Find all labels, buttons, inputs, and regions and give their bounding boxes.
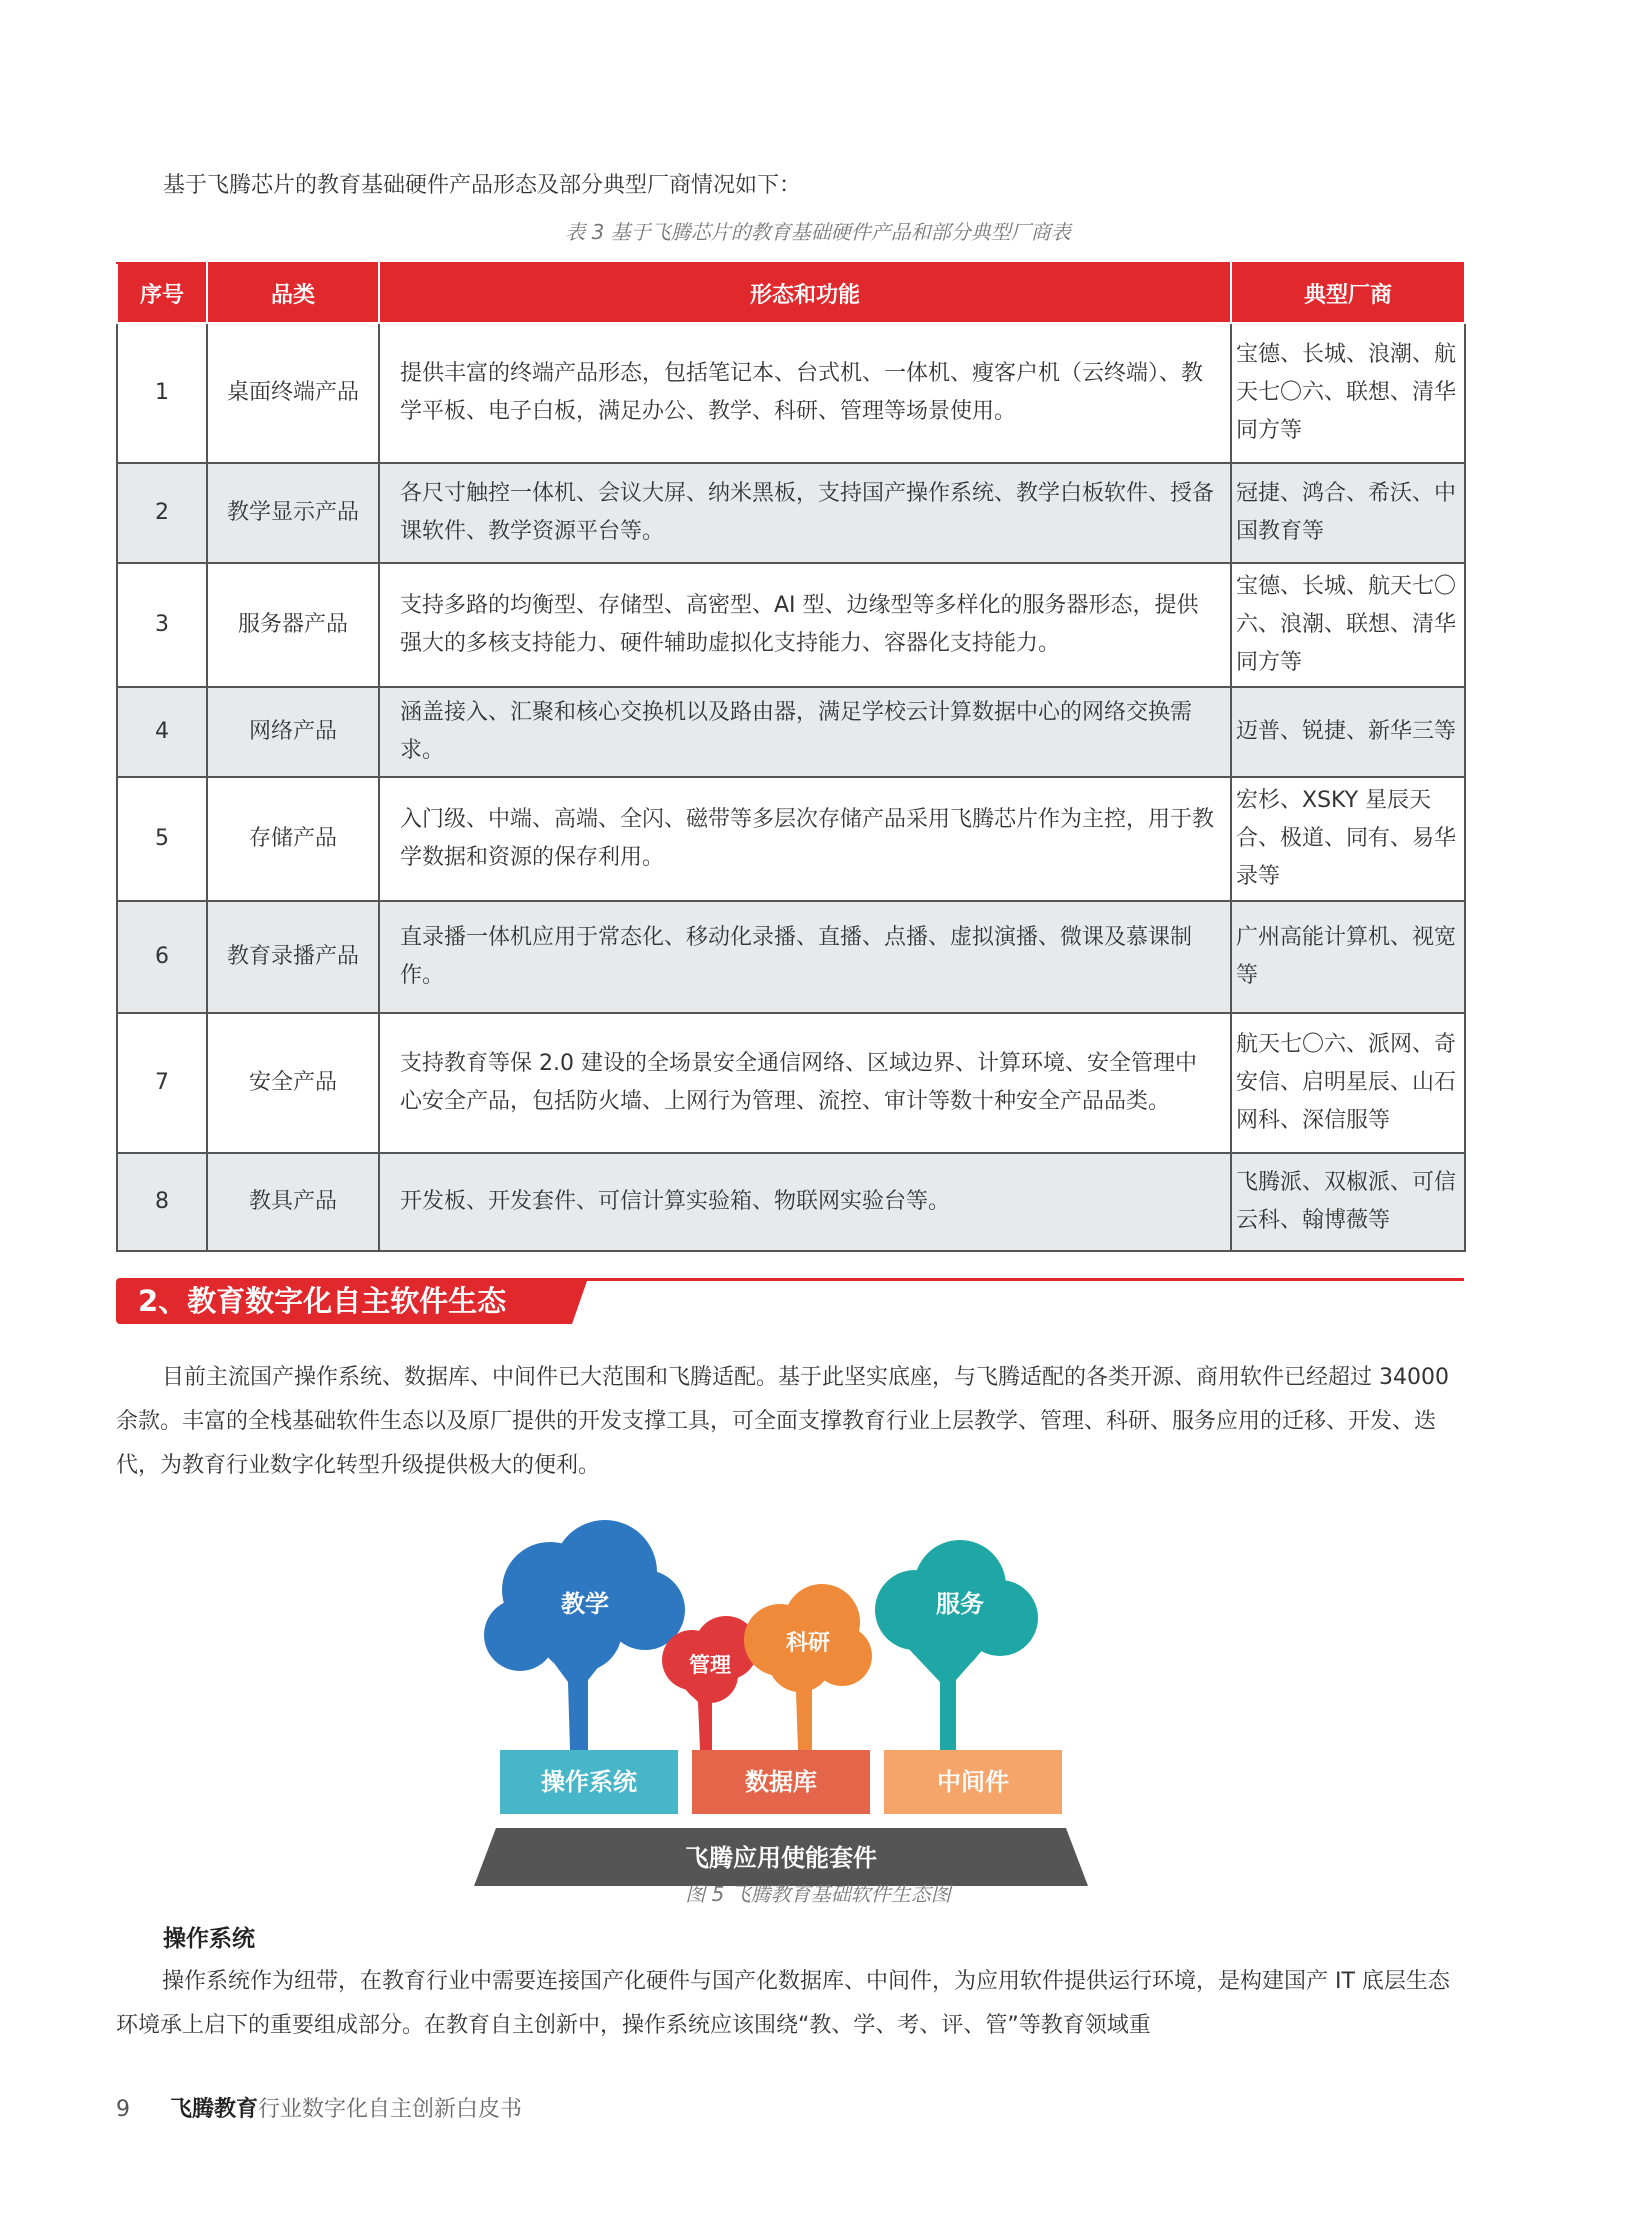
table-caption: 表 3 基于飞腾芯片的教育基础硬件产品和部分典型厂商表 [565,220,1071,244]
row-vendors: 宝德、长城、浪潮、航天七〇六、联想、清华同方等 [1231,323,1465,463]
intro-text: 基于飞腾芯片的教育基础硬件产品形态及部分典型厂商情况如下： [163,173,802,198]
section-paragraph [116,1356,1464,1488]
row-function: 直录播一体机应用于常态化、移动化录播、直播、点播、虚拟演播、微课及慕课制作。 [379,901,1231,1013]
tree-service [875,1540,1038,1750]
row-category: 存储产品 [207,777,379,901]
row-category: 安全产品 [207,1013,379,1153]
block-label-middleware: 中间件 [937,1768,1009,1796]
table-row [117,463,1465,563]
table-row [117,687,1465,777]
tree-label-teaching: 教学 [561,1590,609,1618]
row-vendors: 广州高能计算机、视宽等 [1231,901,1465,1013]
row-function: 涵盖接入、汇聚和核心交换机以及路由器，满足学校云计算数据中心的网络交换需求。 [379,687,1231,777]
header-function: 形态和功能 [379,263,1231,323]
table-row [117,1013,1465,1153]
ecosystem-figure [470,1490,1110,1900]
row-category: 网络产品 [207,687,379,777]
table-row [117,563,1465,687]
table-row [117,901,1465,1013]
row-function: 开发板、开发套件、可信计算实验箱、物联网实验台等。 [379,1153,1231,1251]
tree-research [744,1584,872,1750]
page-number: 9 [116,2097,130,2122]
row-num: 8 [117,1153,207,1251]
row-function: 各尺寸触控一体机、会议大屏、纳米黑板，支持国产操作系统、教学白板软件、授备课软件、教学资源平台等。 [379,463,1231,563]
header-num: 序号 [117,263,207,323]
row-category: 教具产品 [207,1153,379,1251]
row-vendors: 宝德、长城、航天七〇六、浪潮、联想、清华同方等 [1231,563,1465,687]
tree-teaching [484,1520,685,1750]
row-function: 提供丰富的终端产品形态，包括笔记本、台式机、一体机、瘦客户机（云终端）、教学平板、电子白板，满足办公、教学、科研、管理等场景使用。 [379,323,1231,463]
row-function: 支持多路的均衡型、存储型、高密型、AI 型、边缘型等多样化的服务器形态，提供强大的多核支持能力、硬件辅助虚拟化支持能力、容器化支持能力。 [379,563,1231,687]
row-num: 1 [117,323,207,463]
section-divider [586,1278,1464,1281]
base-label: 飞腾应用使能套件 [685,1844,877,1872]
row-num: 4 [117,687,207,777]
tree-management [662,1616,758,1750]
row-function: 入门级、中端、高端、全闪、磁带等多层次存储产品采用飞腾芯片作为主控，用于教学数据和资源的保存利用。 [379,777,1231,901]
product-table [116,262,1466,1252]
row-vendors: 迈普、锐捷、新华三等 [1231,687,1465,777]
table-row [117,323,1465,463]
row-category: 服务器产品 [207,563,379,687]
row-num: 6 [117,901,207,1013]
subsection-title: 操作系统 [163,1926,255,1952]
row-vendors: 宏杉、XSKY 星辰天合、极道、同有、易华录等 [1231,777,1465,901]
row-num: 7 [117,1013,207,1153]
section-title: 2、教育数字化自主软件生态 [116,1278,572,1324]
header-category: 品类 [207,263,379,323]
header-vendors: 典型厂商 [1231,263,1465,323]
page-footer [116,2092,522,2123]
footer-title: 行业数字化自主创新白皮书 [258,2097,523,2122]
row-num: 2 [117,463,207,563]
row-category: 教学显示产品 [207,463,379,563]
tree-label-research: 科研 [785,1631,831,1656]
table-row [117,777,1465,901]
figure-caption: 图 5 飞腾教育基础软件生态图 [685,1882,951,1906]
subsection-paragraph [116,1960,1464,2048]
block-label-os: 操作系统 [541,1768,637,1796]
row-category: 桌面终端产品 [207,323,379,463]
tree-label-management: 管理 [689,1653,731,1677]
row-category: 教育录播产品 [207,901,379,1013]
row-vendors: 飞腾派、双椒派、可信云科、翰博薇等 [1231,1153,1465,1251]
row-num: 5 [117,777,207,901]
row-vendors: 航天七〇六、派网、奇安信、启明星辰、山石网科、深信服等 [1231,1013,1465,1153]
row-vendors: 冠捷、鸿合、希沃、中国教育等 [1231,463,1465,563]
table-row [117,1153,1465,1251]
footer-brand: 飞腾教育 [170,2097,259,2122]
subsection-paragraph-text: 操作系统作为纽带，在教育行业中需要连接国产化硬件与国产化数据库、中间件，为应用软件提供运行环境，是构建国产 IT 底层生态环境承上启下的重要组成部分。在教育自主创新中，操作系统应该围绕“教、学、考、评、管”等教育领域重 [116,1969,1450,2038]
tree-label-service: 服务 [936,1590,984,1618]
block-label-db: 数据库 [745,1768,817,1796]
table-header-row [117,263,1465,323]
row-num: 3 [117,563,207,687]
section-paragraph-text: 目前主流国产操作系统、数据库、中间件已大范围和飞腾适配。基于此坚实底座，与飞腾适配的各类开源、商用软件已经超过 34000 余款。丰富的全栈基础软件生态以及原厂提供的开发支撑工具，可全面支撑教育行业上层教学、管理、科研、服务应用的迁移、开发、迭代，为教育行业数字化转型升级提供极大的便利。 [116,1365,1449,1478]
row-function: 支持教育等保 2.0 建设的全场景安全通信网络、区域边界、计算环境、安全管理中心安全产品，包括防火墙、上网行为管理、流控、审计等数十种安全产品品类。 [379,1013,1231,1153]
